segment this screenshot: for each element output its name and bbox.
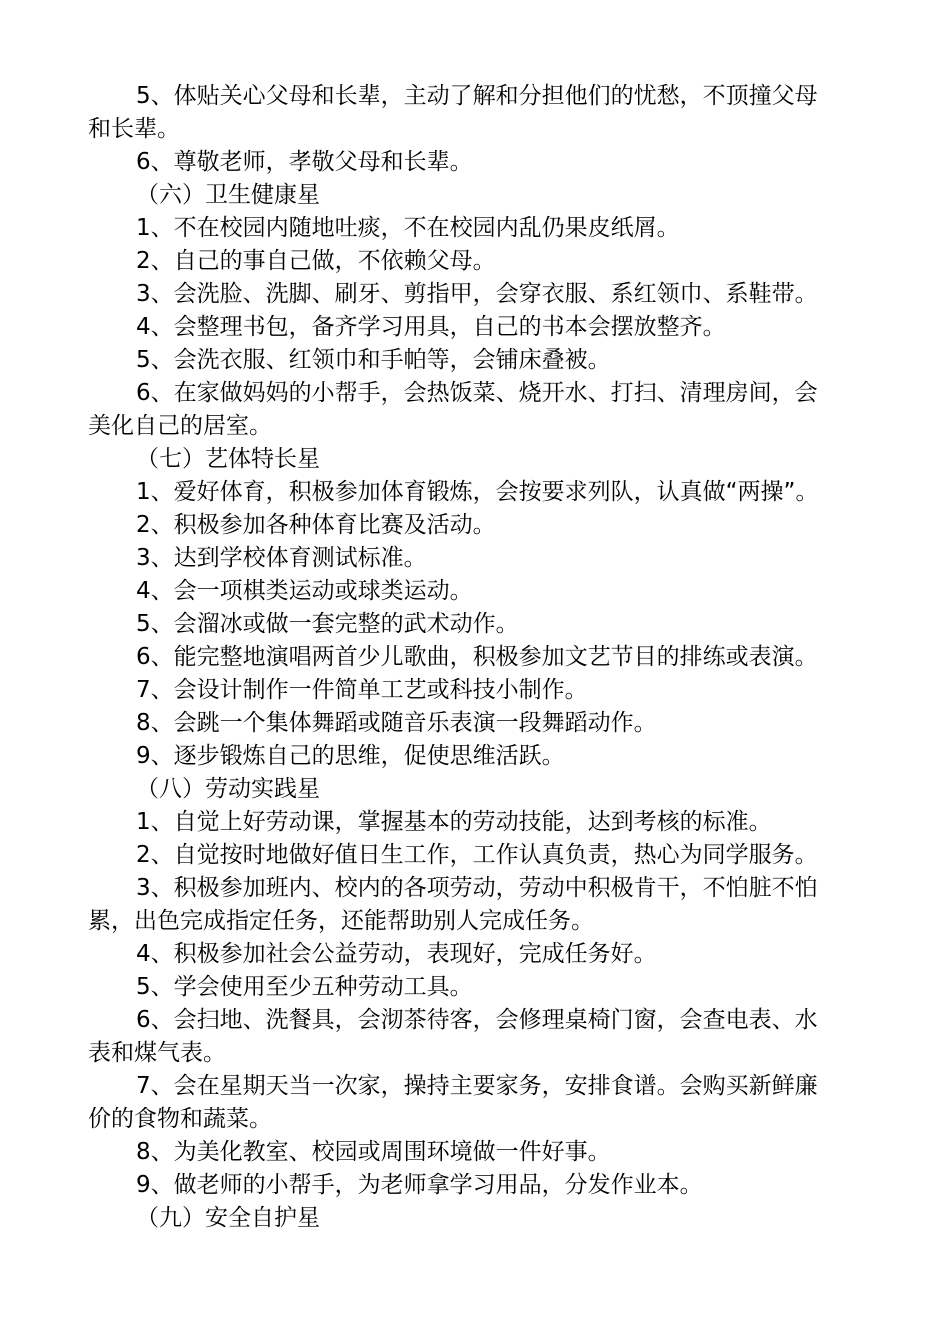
text-line: 累，出色完成指定任务，还能帮助别人完成任务。: [88, 908, 594, 934]
section-heading: （七）艺体特长星: [136, 446, 320, 472]
text-line: 4、积极参加社会公益劳动，表现好，完成任务好。: [136, 941, 657, 967]
text-line: 3、会洗脸、洗脚、刷牙、剪指甲，会穿衣服、系红领巾、系鞋带。: [136, 281, 818, 307]
text-line: 3、积极参加班内、校内的各项劳动，劳动中积极肯干，不怕脏不怕: [136, 875, 818, 901]
text-line: 6、在家做妈妈的小帮手，会热饭菜、烧开水、打扫、清理房间，会: [136, 380, 818, 406]
text-line: 价的食物和蔬菜。: [88, 1106, 272, 1132]
text-line: 8、会跳一个集体舞蹈或随音乐表演一段舞蹈动作。: [136, 710, 657, 736]
text-line: 6、会扫地、洗餐具，会沏茶待客，会修理桌椅门窗，会查电表、水: [136, 1007, 818, 1033]
text-line: 3、达到学校体育测试标准。: [136, 545, 427, 571]
text-line: 9、逐步锻炼自己的思维，促使思维活跃。: [136, 743, 565, 769]
text-line: 1、自觉上好劳动课，掌握基本的劳动技能，达到考核的标准。: [136, 809, 772, 835]
text-line: 4、会一项棋类运动或球类运动。: [136, 578, 473, 604]
text-line: 5、体贴关心父母和长辈，主动了解和分担他们的忧愁，不顶撞父母: [136, 83, 818, 109]
text-line: 和长辈。: [88, 116, 180, 142]
section-heading: （九）安全自护星: [136, 1205, 320, 1231]
text-line: 1、不在校园内随地吐痰，不在校园内乱仍果皮纸屑。: [136, 215, 680, 241]
document-page: [88, 80, 908, 1235]
text-line: 2、自己的事自己做，不依赖父母。: [136, 248, 496, 274]
text-line: 7、会在星期天当一次家，操持主要家务，安排食谱。会购买新鲜廉: [136, 1073, 818, 1099]
text-line: 5、会洗衣服、红领巾和手帕等，会铺床叠被。: [136, 347, 611, 373]
text-line: 4、会整理书包，备齐学习用具，自己的书本会摆放整齐。: [136, 314, 726, 340]
text-line: 表和煤气表。: [88, 1040, 226, 1066]
text-line: 9、做老师的小帮手，为老师拿学习用品，分发作业本。: [136, 1172, 703, 1198]
text-line: 6、能完整地演唱两首少儿歌曲，积极参加文艺节目的排练或表演。: [136, 644, 818, 670]
text-line: 1、爱好体育，积极参加体育锻炼，会按要求列队，认真做“两操”。: [136, 479, 819, 505]
text-line: 2、自觉按时地做好值日生工作，工作认真负责，热心为同学服务。: [136, 842, 818, 868]
section-heading: （八）劳动实践星: [136, 776, 320, 802]
text-line: 2、积极参加各种体育比赛及活动。: [136, 512, 496, 538]
text-line: 6、尊敬老师，孝敬父母和长辈。: [136, 149, 473, 175]
text-line: 美化自己的居室。: [88, 413, 272, 439]
text-line: 7、会设计制作一件简单工艺或科技小制作。: [136, 677, 588, 703]
section-heading: （六）卫生健康星: [136, 182, 320, 208]
text-line: 5、会溜冰或做一套完整的武术动作。: [136, 611, 519, 637]
text-line: 8、为美化教室、校园或周围环境做一件好事。: [136, 1139, 611, 1165]
text-line: 5、学会使用至少五种劳动工具。: [136, 974, 473, 1000]
